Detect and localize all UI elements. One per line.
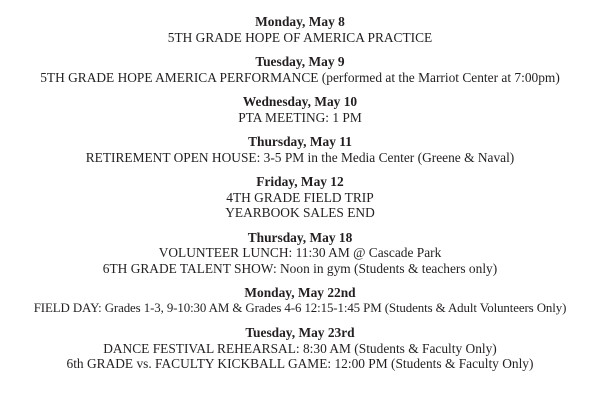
day-date: Thursday, May 11 <box>248 134 352 149</box>
day-date: Wednesday, May 10 <box>242 94 358 109</box>
event-line: 4TH GRADE FIELD TRIP <box>226 189 374 205</box>
event-line: VOLUNTEER LUNCH: 11:30 AM @ Cascade Park <box>158 245 442 260</box>
event-line: RETIREMENT OPEN HOUSE: 3-5 PM in the Media Center (Greene & Naval) <box>85 149 515 165</box>
event-line: 6th GRADE vs. FACULTY KICKBALL GAME: 12:00 PM (Students & Faculty Only) <box>66 356 534 371</box>
day-date: Tuesday, May 9 <box>255 54 345 69</box>
day-date: Thursday, May 18 <box>247 229 353 245</box>
day-date: Tuesday, May 23rd <box>245 325 355 340</box>
day-block-may-9 <box>0 54 600 85</box>
event-line: 6TH GRADE TALENT SHOW: Noon in gym (Students & teachers only) <box>102 260 498 276</box>
event-line: PTA MEETING: 1 PM <box>238 109 362 125</box>
day-date: Monday, May 8 <box>255 14 345 29</box>
event-line: 5TH GRADE HOPE AMERICA PERFORMANCE (performed at the Marriot Center at 7:00pm) <box>40 69 560 85</box>
event-line: FIELD DAY: Grades 1-3, 9-10:30 AM & Grades 4-6 12:15-1:45 PM (Students & Adult Volunteers Only) <box>33 300 567 315</box>
day-block-may-11 <box>0 134 600 165</box>
day-date: Monday, May 22nd <box>244 285 356 300</box>
event-line: 5TH GRADE HOPE OF AMERICA PRACTICE <box>167 29 433 45</box>
day-block-may-8 <box>0 14 600 45</box>
day-block-may-10 <box>0 94 600 125</box>
day-block-may-12 <box>0 174 600 221</box>
event-line: YEARBOOK SALES END <box>225 205 375 220</box>
day-block-may-22 <box>0 285 600 316</box>
day-block-may-23 <box>0 325 600 372</box>
day-block-may-18 <box>0 230 600 277</box>
day-date: Friday, May 12 <box>256 174 344 189</box>
event-line: DANCE FESTIVAL REHEARSAL: 8:30 AM (Students & Faculty Only) <box>103 340 497 356</box>
